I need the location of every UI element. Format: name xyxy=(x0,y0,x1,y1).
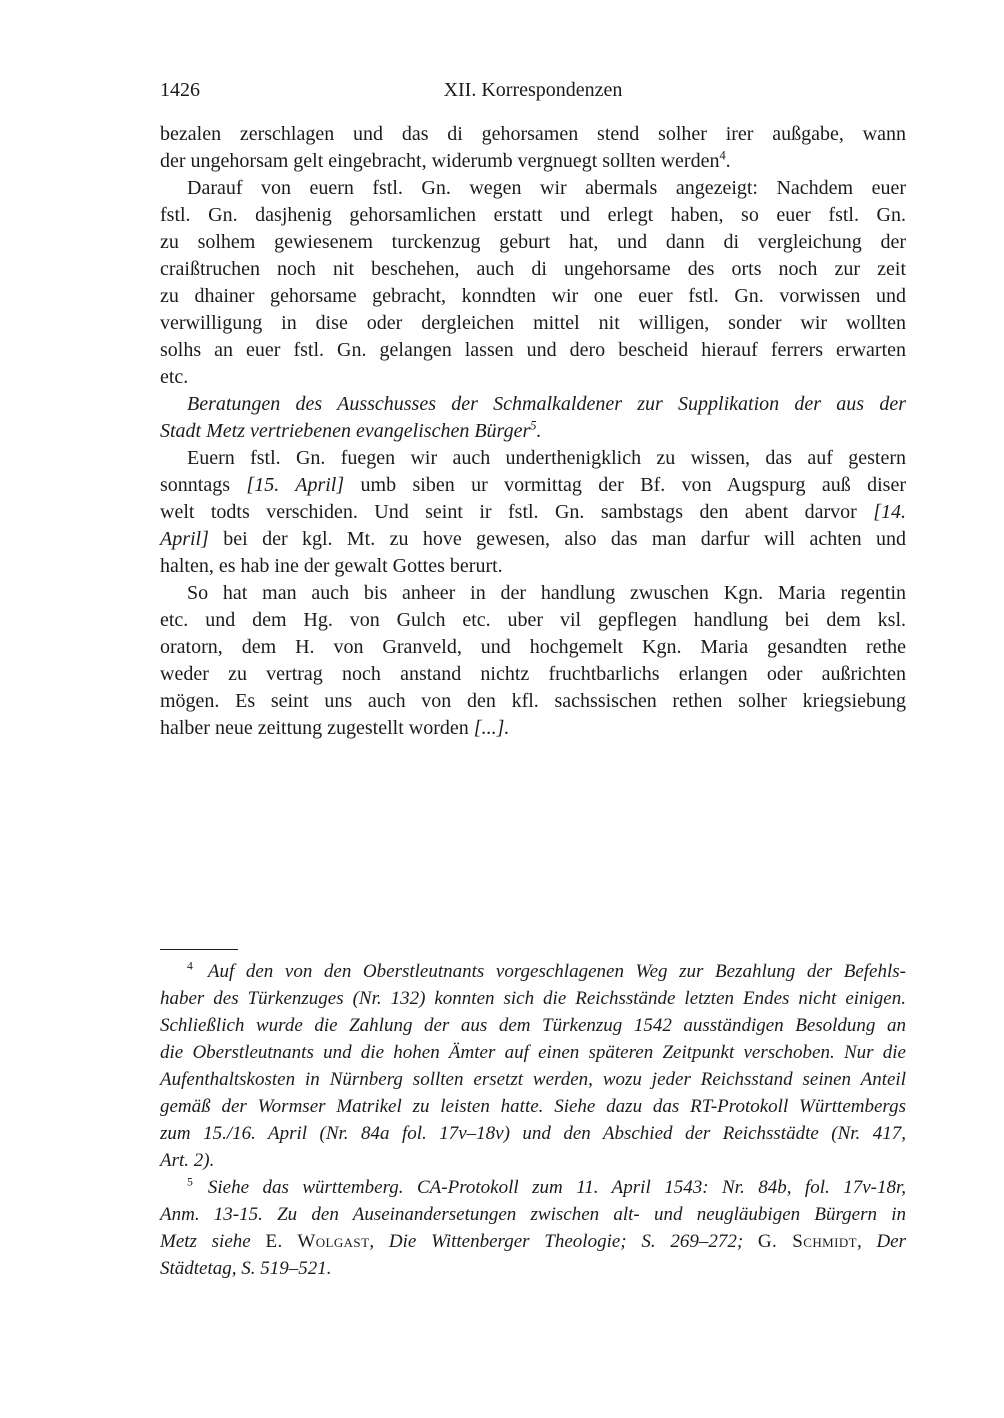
body-line: bezalen zerschlagen und das di gehorsamen stend solher irer außgabe, wann xyxy=(160,123,906,145)
body-line-italic: Beratungen des Ausschusses der Schmalkaldener zur Supplikation der aus der xyxy=(187,393,906,415)
body-line: halten, es hab ine der gewalt Gottes berurt. xyxy=(160,555,503,577)
body-line: welt todts verschiden. Und seint ir fstl. Gn. sambstags den abent darvor [14. xyxy=(160,501,906,523)
page-number: 1426 xyxy=(160,79,200,101)
body-line: fstl. Gn. dasjhenig gehorsamlichen erstatt und erlegt haben, so euer fstl. Gn. xyxy=(160,204,906,226)
body-line: craißtruchen noch nit beschehen, auch di ungehorsame des orts noch zur zeit xyxy=(160,258,906,280)
body-line: mögen. Es seint uns auch von den kfl. sachssischen rethen solher kriegsiebung xyxy=(160,690,906,712)
footnote-5-line: Metz siehe E. Wolgast, Die Wittenberger Theologie; S. 269–272; G. Schmidt, Der xyxy=(160,1231,907,1252)
footnote-4-line: zum 15./16. April (Nr. 84a fol. 17v–18v) und den Abschied der Reichsstädte (Nr. 417, xyxy=(160,1123,906,1144)
running-head: XII. Korrespondenzen xyxy=(443,79,623,101)
body-line: April] bei der kgl. Mt. zu hove gewesen, also das man darfur will achten und xyxy=(160,528,906,550)
footnote-separator-rule xyxy=(160,949,238,950)
footnote-4-line: gemäß der Wormser Matrikel zu leisten hatte. Siehe dazu das RT-Protokoll Württembergs xyxy=(160,1096,906,1117)
body-line: etc. xyxy=(160,366,189,388)
body-line: So hat man auch bis anheer in der handlung zwuschen Kgn. Maria regentin xyxy=(187,582,906,604)
footnote-4-line: Schließlich wurde die Zahlung der aus dem Türkenzug 1542 ausständigen Besoldung an xyxy=(160,1015,906,1036)
footnote-4-line: Aufenthaltskosten in Nürnberg sollten ersetzt werden, wozu jeder Reichsstand seinen Anteil xyxy=(160,1069,906,1090)
footnote-4-line: die Oberstleutnants und die hohen Ämter auf einen späteren Zeitpunkt verschoben. Nur die xyxy=(160,1042,906,1063)
footnote-4-line: Art. 2). xyxy=(160,1150,215,1171)
main-text xyxy=(160,121,906,742)
footnote-5-line: $^5$ Siehe das württemberg. CA-Protokoll zum 11. April 1543: Nr. 84b, fol. 17v-18r, xyxy=(187,1175,906,1198)
body-line: verwilligung in dise oder dergleichen mittel nit willigen, sonder wir wollten xyxy=(160,312,906,334)
body-line: Euern fstl. Gn. fuegen wir auch underthenigklich zu wissen, das auf gestern xyxy=(187,447,906,469)
footnote-4-line: haber des Türkenzuges (Nr. 132) konnten sich die Reichsstände letzten Endes nicht einigen. xyxy=(160,988,906,1009)
body-line: Darauf von euern fstl. Gn. wegen wir abermals angezeigt: Nachdem euer xyxy=(187,177,906,199)
body-line: solhs an euer fstl. Gn. gelangen lassen und dero bescheid hierauf ferrers erwarten xyxy=(160,339,906,361)
body-line-italic: Stadt Metz vertriebenen evangelischen Bürger$^5$. xyxy=(160,418,542,442)
body-line: etc. und dem Hg. von Gulch etc. uber vil gepflegen handlung bei dem ksl. xyxy=(160,609,906,631)
footnotes xyxy=(160,958,906,1282)
body-line: zu dhainer gehorsame gebracht, konndten wir one euer fstl. Gn. vorwissen und xyxy=(160,285,906,307)
footnote-4-line: $^4$ Auf den von den Oberstleutnants vorgeschlagenen Weg zur Bezahlung der Befehls- xyxy=(187,959,906,982)
body-line: zu solhem gewiesenem turckenzug geburt hat, und dann di vergleichung der xyxy=(160,231,906,253)
body-line: der ungehorsam gelt eingebracht, widerumb vergnuegt sollten werden$^4$. xyxy=(160,148,731,172)
footnote-5-line: Anm. 13-15. Zu den Auseinandersetungen zwischen alt- und neugläubigen Bürgern in xyxy=(160,1204,906,1225)
body-line: weder zu vertrag noch anstand nichtz fruchtbarlichs erlangen oder außrichten xyxy=(160,663,906,685)
page-header xyxy=(160,79,906,106)
body-line: oratorn, dem H. von Granveld, und hochgemelt Kgn. Maria gesandten rethe xyxy=(160,636,906,658)
body-line: halber neue zeittung zugestellt worden [...]. xyxy=(160,717,510,739)
body-line: sonntags [15. April] umb siben ur vormittag der Bf. von Augspurg auß diser xyxy=(160,474,906,496)
footnote-5-line: Städtetag, S. 519–521. xyxy=(160,1258,332,1279)
